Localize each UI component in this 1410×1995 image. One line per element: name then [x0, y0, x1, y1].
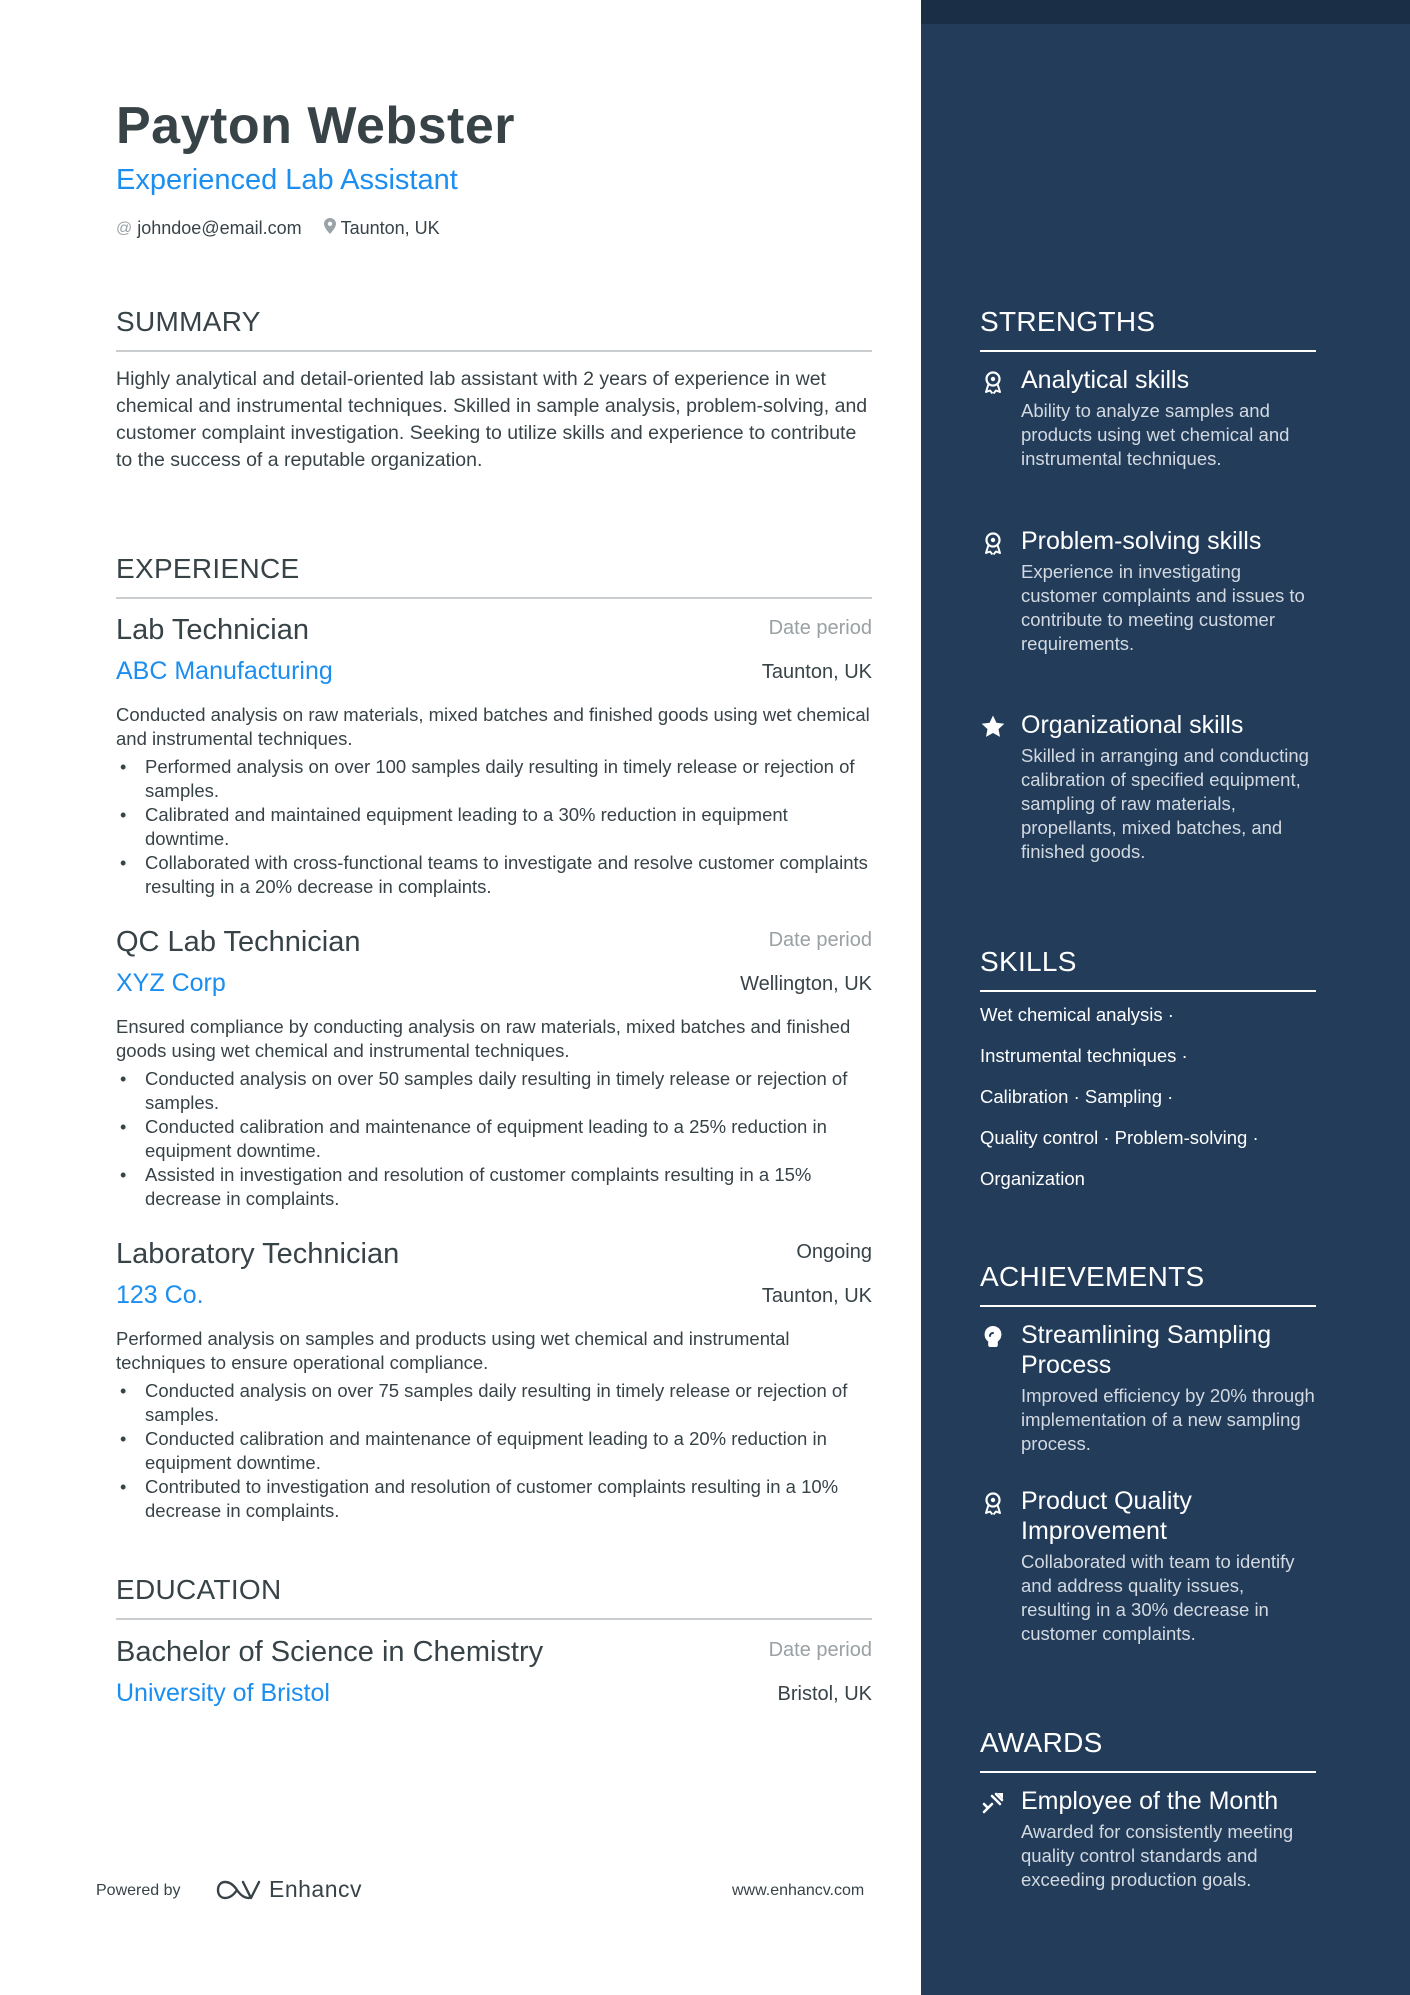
job-bullet: • Conducted calibration and maintenance of equipment leading to a 25% reduction in equipment downtime.: [116, 1115, 872, 1163]
award-icon: [980, 530, 1006, 556]
strengths-divider: [980, 350, 1316, 352]
job-bullet: • Collaborated with cross-functional teams to investigate and resolve customer complaints resulting in a 20% decrease in complaints.: [116, 851, 872, 899]
achievement-description: Improved efficiency by 20% through implementation of a new sampling process.: [1021, 1385, 1315, 1454]
awards-heading: AWARDS: [980, 1727, 1103, 1758]
award-icon: [980, 369, 1006, 395]
achievement-title: Product Quality Improvement: [1021, 1487, 1192, 1545]
enhancv-logo[interactable]: [215, 1876, 362, 1903]
website-link[interactable]: www.enhancv.com: [732, 1882, 865, 1899]
strength-item: [980, 365, 1316, 471]
candidate-name: Payton Webster: [116, 97, 516, 155]
skill-row: Organization: [980, 1168, 1085, 1189]
skill-row: Calibration · Sampling ·: [980, 1086, 1174, 1107]
job-bullet: • Conducted calibration and maintenance of equipment leading to a 20% reduction in equipment downtime.: [116, 1427, 872, 1475]
powered-by-label: Powered by: [96, 1882, 181, 1899]
job-bullets: [116, 755, 872, 899]
skills-divider: [980, 990, 1316, 992]
job-company: 123 Co.: [116, 1281, 204, 1309]
lightbulb-icon: [980, 1324, 1006, 1350]
job-description: Conducted analysis on raw materials, mixed batches and finished goods using wet chemical and instrumental techniques.: [116, 704, 870, 749]
education-degree: Bachelor of Science in Chemistry: [116, 1636, 544, 1668]
education-location: Bristol, UK: [777, 1683, 872, 1705]
job-bullets: [116, 1379, 872, 1523]
achievements-divider: [980, 1305, 1316, 1307]
location-pin-icon: [324, 218, 336, 239]
job-description: Performed analysis on samples and products using wet chemical and instrumental techniques to ensure operational compliance.: [116, 1328, 790, 1373]
job-bullet: • Calibrated and maintained equipment leading to a 30% reduction in equipment downtime.: [116, 803, 872, 851]
achievement-item: [980, 1486, 1316, 1646]
achievements-heading: ACHIEVEMENTS: [980, 1261, 1205, 1292]
education-school: University of Bristol: [116, 1679, 330, 1707]
at-icon: @: [116, 219, 133, 237]
award-title: Employee of the Month: [1021, 1787, 1279, 1815]
skills-heading: SKILLS: [980, 946, 1077, 977]
enhancv-logo-icon: [215, 1878, 261, 1902]
star-icon: [980, 714, 1006, 740]
award-item: [980, 1786, 1316, 1892]
education-date: Date period: [768, 1639, 872, 1661]
contact-row: [116, 218, 440, 239]
education-divider: [116, 1618, 872, 1620]
award-icon: [980, 1490, 1006, 1516]
job-bullet: • Contributed to investigation and resolution of customer complaints resulting in a 10% decrease in complaints.: [116, 1475, 872, 1523]
experience-heading: EXPERIENCE: [116, 553, 300, 584]
achievement-title: Streamlining Sampling Process: [1021, 1321, 1272, 1379]
job-company: XYZ Corp: [116, 969, 226, 997]
award-description: Awarded for consistently meeting quality control standards and exceeding production goals.: [1021, 1821, 1294, 1890]
job-description: Ensured compliance by conducting analysis on raw materials, mixed batches and finished goods using wet chemical and instrumental techniques.: [116, 1016, 851, 1061]
candidate-title: Experienced Lab Assistant: [116, 164, 458, 196]
job-title: QC Lab Technician: [116, 926, 361, 958]
job-date: Ongoing: [796, 1241, 872, 1263]
job-bullet: • Conducted analysis on over 50 samples daily resulting in timely release or rejection of samples.: [116, 1067, 872, 1115]
job-date: Date period: [768, 617, 872, 639]
summary-text: Highly analytical and detail-oriented lab assistant with 2 years of experience in wet chemical and instrumental techniques. Skilled in sample analysis, problem-solving, and customer complaint investigation. Seeking to utilize skills and experience to contribute to the success of a reputable organization.: [116, 368, 868, 471]
enhancv-brand-text: Enhancv: [269, 1876, 363, 1902]
job-bullets: [116, 1067, 872, 1211]
job-title: Laboratory Technician: [116, 1238, 400, 1270]
skill-row: Wet chemical analysis ·: [980, 1004, 1174, 1025]
job-location: Taunton, UK: [761, 1285, 872, 1307]
education-heading: EDUCATION: [116, 1574, 282, 1605]
achievement-item: [980, 1320, 1316, 1456]
job-company: ABC Manufacturing: [116, 657, 333, 685]
trophy-icon: [980, 1790, 1006, 1816]
job-bullet: • Performed analysis on over 100 samples daily resulting in timely release or rejection of samples.: [116, 755, 872, 803]
sidebar: [921, 0, 1410, 1995]
strengths-heading: STRENGTHS: [980, 306, 1156, 337]
awards-divider: [980, 1771, 1316, 1773]
summary-divider: [116, 350, 872, 352]
sidebar-top-band: [921, 0, 1410, 24]
strength-title: Analytical skills: [1021, 366, 1190, 394]
summary-heading: SUMMARY: [116, 306, 261, 337]
strength-description: Skilled in arranging and conducting calibration of specified equipment, sampling of raw materials, propellants, mixed batches, and finished goods.: [1021, 745, 1309, 862]
job-title: Lab Technician: [116, 614, 309, 646]
job-bullet: • Conducted analysis on over 75 samples daily resulting in timely release or rejection of samples.: [116, 1379, 872, 1427]
strength-description: Ability to analyze samples and products using wet chemical and instrumental techniques.: [1021, 400, 1290, 469]
strength-title: Organizational skills: [1021, 711, 1244, 739]
job-location: Taunton, UK: [761, 661, 872, 683]
job-bullet: • Assisted in investigation and resolution of customer complaints resulting in a 15% decrease in complaints.: [116, 1163, 872, 1211]
skills-list: [980, 1004, 1316, 1209]
contact-email[interactable]: johndoe@email.com: [137, 218, 302, 238]
skill-row: Instrumental techniques ·: [980, 1045, 1188, 1066]
strength-item: [980, 526, 1316, 656]
job-location: Wellington, UK: [740, 973, 872, 995]
achievement-description: Collaborated with team to identify and address quality issues, resulting in a 30% decrease in customer complaints.: [1021, 1551, 1295, 1644]
experience-divider: [116, 597, 872, 599]
job-date: Date period: [768, 929, 872, 951]
strength-description: Experience in investigating customer complaints and issues to contribute to meeting customer requirements.: [1021, 561, 1305, 654]
contact-location: Taunton, UK: [340, 218, 440, 238]
skill-row: Quality control · Problem-solving ·: [980, 1127, 1259, 1148]
strength-title: Problem-solving skills: [1021, 527, 1262, 555]
strength-item: [980, 710, 1316, 864]
